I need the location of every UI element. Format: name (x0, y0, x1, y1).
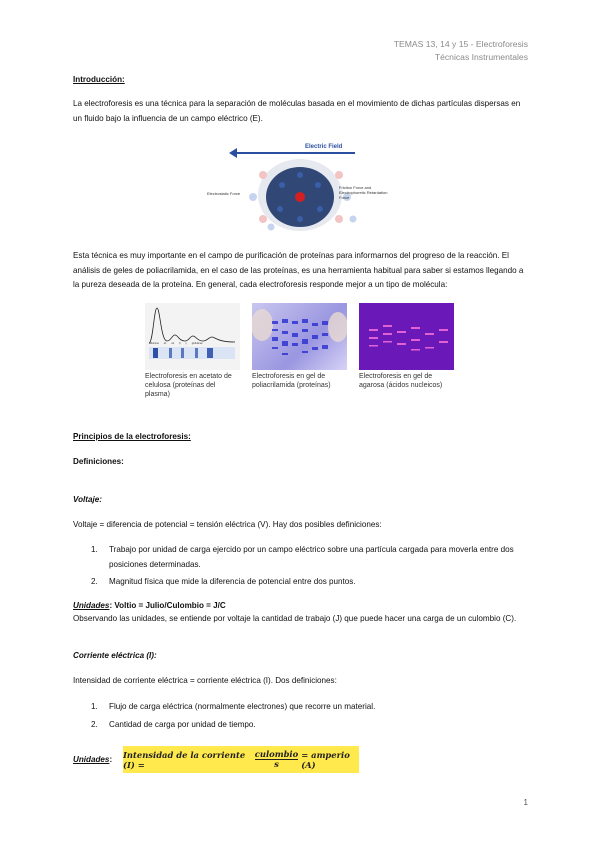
list-item-text: Magnitud física que mide la diferencia de potencial entre dos puntos. (109, 577, 356, 586)
page-header (394, 38, 528, 64)
voltage-units-text: : Voltio = Julio/Culombio = J/C (109, 601, 226, 610)
agarose-bands (359, 303, 454, 370)
fraction-label: globulinas (191, 342, 203, 345)
intro-paragraph-2: Esta técnica es muy importante en el campo de purificación de proteínas para informarnos del progreso de la reacción. El análisis de geles de poliacrilamida, en el caso de las proteínas, es una herramienta habitual para saber si estamos llegando a la pureza deseada de la proteína. En general, cada electroforesis responde mejor a un tipo de molécula: (73, 251, 524, 289)
header-title: TEMAS 13, 14 y 15 - Electroforesis (393, 39, 528, 49)
gel-image-polyacrylamide (252, 303, 347, 370)
electric-field-figure (205, 137, 395, 237)
fraction-label: β (179, 342, 181, 345)
friction-label-wrap (339, 185, 395, 207)
units-label: Unidades (73, 755, 110, 764)
list-item: 2. Magnitud física que mide la diferencia de potencial entre dos puntos. (91, 577, 356, 586)
fraction-label: γ (185, 342, 187, 345)
header-subtitle: Técnicas Instrumentales (434, 52, 528, 62)
formula-numerator: culombio (254, 749, 299, 759)
current-units (73, 753, 112, 768)
fraction-label: α1 (163, 342, 167, 345)
list-item: 2. Cantidad de carga por unidad de tiempo. (91, 719, 256, 729)
intro-paragraph-1: La electroforesis es una técnica para la separación de moléculas basada en el movimiento de dichas partículas dispersas en un fluido bajo la influencia de un campo eléctrico (E). (73, 99, 521, 123)
electrophoresis-diagram (205, 137, 395, 237)
voltage-heading: Voltaje: (73, 495, 102, 504)
units-label: Unidades (73, 601, 110, 610)
current-definition-list (73, 700, 531, 735)
list-item: 1. Trabajo por unidad de carga ejercido por un campo eléctrico sobre una partícula cargada para moverla entre dos posiciones determinadas. (91, 545, 514, 569)
electric-field-label: Electric Field (305, 144, 343, 150)
list-item-text: Cantidad de carga por unidad de tiempo. (109, 719, 256, 729)
list-item: 1. Flujo de carga eléctrica (normalmente electrones) que recorre un material. (91, 702, 376, 711)
current-heading: Corriente eléctrica (I): (73, 651, 157, 660)
cellulose-trace (145, 303, 240, 370)
intro-heading: Introducción: (73, 75, 125, 84)
positive-core (295, 192, 305, 202)
caption-polyacrylamide: Electroforesis en gel de poliacrilamida (proteínas) (252, 373, 331, 389)
voltage-definition-list (73, 543, 531, 593)
gel-image-agarose (359, 303, 454, 370)
field-arrow-head (229, 148, 237, 158)
caption-agarose: Electroforesis en gel de agarosa (ácidos nucleicos) (359, 373, 443, 389)
friction-label: Friction Force and Electrophoretic Retardation Force (339, 185, 388, 200)
fraction-label: albúmina (149, 342, 159, 345)
polyacrylamide-bands (252, 303, 347, 370)
fraction-label: α2 (171, 342, 175, 345)
page-number: 1 (523, 798, 528, 807)
formula-rhs: = amperio (A) (301, 749, 350, 770)
electrostatic-label: Electrostatic Force (207, 191, 241, 196)
voltage-note: Observando las unidades, se entiende por voltaje la cantidad de trabajo (J) que puede hacer una carga de un culombio (C). (73, 614, 517, 623)
current-definition: Intensidad de corriente eléctrica = corriente eléctrica (I). Dos definiciones: (73, 676, 337, 685)
gel-image-cellulose (145, 303, 240, 370)
current-formula (123, 746, 359, 773)
definitions-heading: Definiciones: (73, 457, 124, 466)
formula-fraction (255, 750, 298, 769)
caption-cellulose: Electroforesis en acetato de celulosa (proteínas del plasma) (145, 373, 232, 398)
formula-denominator: s (274, 759, 279, 769)
voltage-definition: Voltaje = diferencia de potencial = tensión eléctrica (V). Hay dos posibles definiciones: (73, 520, 382, 529)
principles-heading: Principios de la electroforesis: (73, 432, 191, 441)
units-colon: : (109, 755, 113, 764)
list-item-text: Trabajo por unidad de carga ejercido por un campo eléctrico sobre una partícula cargada para moverla entre dos posiciones determinadas. (109, 545, 514, 569)
list-item-text: Flujo de carga eléctrica (normalmente electrones) que recorre un material. (109, 702, 376, 711)
formula-lhs: Intensidad de la corriente (I) = (123, 749, 246, 770)
cellulose-fraction-labels (149, 342, 203, 345)
